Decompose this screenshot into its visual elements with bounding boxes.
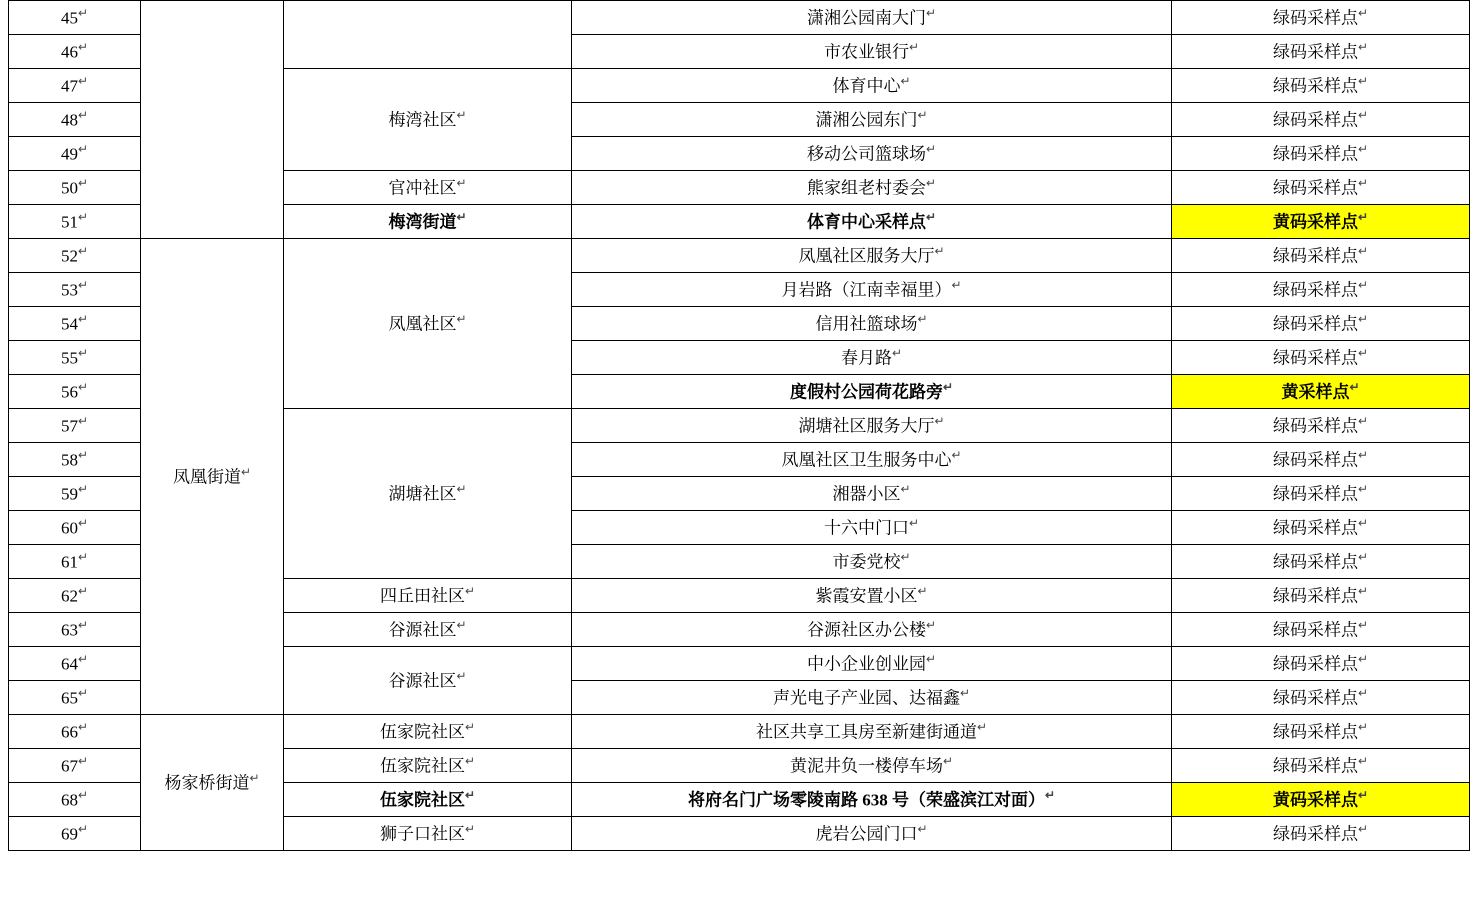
table-body <box>9 1 1470 851</box>
cell-index: 60↵ <box>9 511 141 545</box>
cell-site: 湖塘社区服务大厅↵ <box>572 409 1172 443</box>
cell-site: 潇湘公园南大门↵ <box>572 1 1172 35</box>
cell-site: 熊家组老村委会↵ <box>572 171 1172 205</box>
cell-index: 68↵ <box>9 783 141 817</box>
cell-index: 48↵ <box>9 103 141 137</box>
cell-index: 63↵ <box>9 613 141 647</box>
cell-type: 绿码采样点↵ <box>1172 579 1470 613</box>
cell-index: 53↵ <box>9 273 141 307</box>
cell-community: 梅湾街道↵ <box>284 205 572 239</box>
table-row <box>9 715 1470 749</box>
cell-site: 中小企业创业园↵ <box>572 647 1172 681</box>
cell-index: 64↵ <box>9 647 141 681</box>
cell-type: 绿码采样点↵ <box>1172 171 1470 205</box>
cell-index: 55↵ <box>9 341 141 375</box>
cell-type: 绿码采样点↵ <box>1172 239 1470 273</box>
cell-site: 谷源社区办公楼↵ <box>572 613 1172 647</box>
cell-street: 杨家桥街道↵ <box>141 715 284 851</box>
cell-index: 57↵ <box>9 409 141 443</box>
cell-type: 绿码采样点↵ <box>1172 715 1470 749</box>
cell-type: 绿码采样点↵ <box>1172 749 1470 783</box>
cell-type: 绿码采样点↵ <box>1172 511 1470 545</box>
cell-community: 湖塘社区↵ <box>284 409 572 579</box>
cell-community: 伍家院社区↵ <box>284 715 572 749</box>
cell-type: 绿码采样点↵ <box>1172 681 1470 715</box>
cell-index: 49↵ <box>9 137 141 171</box>
cell-community: 凤凰社区↵ <box>284 239 572 409</box>
cell-index: 69↵ <box>9 817 141 851</box>
cell-type: 绿码采样点↵ <box>1172 817 1470 851</box>
cell-type: 绿码采样点↵ <box>1172 69 1470 103</box>
cell-site: 体育中心采样点↵ <box>572 205 1172 239</box>
cell-index: 62↵ <box>9 579 141 613</box>
cell-site: 湘器小区↵ <box>572 477 1172 511</box>
cell-index: 56↵ <box>9 375 141 409</box>
cell-type: 绿码采样点↵ <box>1172 443 1470 477</box>
cell-community: 伍家院社区↵ <box>284 783 572 817</box>
cell-site: 虎岩公园门口↵ <box>572 817 1172 851</box>
table-row <box>9 1 1470 35</box>
cell-index: 47↵ <box>9 69 141 103</box>
cell-street: 凤凰街道↵ <box>141 239 284 715</box>
sampling-points-table <box>8 0 1470 851</box>
cell-type: 绿码采样点↵ <box>1172 545 1470 579</box>
cell-site: 移动公司篮球场↵ <box>572 137 1172 171</box>
cell-type: 绿码采样点↵ <box>1172 103 1470 137</box>
cell-index: 65↵ <box>9 681 141 715</box>
cell-index: 54↵ <box>9 307 141 341</box>
cell-type: 绿码采样点↵ <box>1172 613 1470 647</box>
cell-community <box>284 1 572 69</box>
cell-index: 67↵ <box>9 749 141 783</box>
cell-community: 狮子口社区↵ <box>284 817 572 851</box>
cell-index: 50↵ <box>9 171 141 205</box>
cell-community: 四丘田社区↵ <box>284 579 572 613</box>
cell-community: 谷源社区↵ <box>284 613 572 647</box>
cell-type: 绿码采样点↵ <box>1172 341 1470 375</box>
cell-type: 绿码采样点↵ <box>1172 477 1470 511</box>
cell-type: 绿码采样点↵ <box>1172 35 1470 69</box>
cell-community: 伍家院社区↵ <box>284 749 572 783</box>
cell-site: 声光电子产业园、达福鑫↵ <box>572 681 1172 715</box>
cell-type: 黄码采样点↵ <box>1172 205 1470 239</box>
cell-site: 月岩路（江南幸福里）↵ <box>572 273 1172 307</box>
cell-community: 官冲社区↵ <box>284 171 572 205</box>
table-row <box>9 239 1470 273</box>
cell-community: 谷源社区↵ <box>284 647 572 715</box>
cell-type: 绿码采样点↵ <box>1172 307 1470 341</box>
cell-site: 春月路↵ <box>572 341 1172 375</box>
cell-site: 凤凰社区卫生服务中心↵ <box>572 443 1172 477</box>
cell-index: 59↵ <box>9 477 141 511</box>
cell-site: 潇湘公园东门↵ <box>572 103 1172 137</box>
cell-type: 绿码采样点↵ <box>1172 273 1470 307</box>
cell-site: 信用社篮球场↵ <box>572 307 1172 341</box>
cell-index: 58↵ <box>9 443 141 477</box>
cell-type: 绿码采样点↵ <box>1172 137 1470 171</box>
cell-type: 绿码采样点↵ <box>1172 1 1470 35</box>
cell-site: 凤凰社区服务大厅↵ <box>572 239 1172 273</box>
cell-index: 66↵ <box>9 715 141 749</box>
cell-street <box>141 1 284 239</box>
cell-site: 紫霞安置小区↵ <box>572 579 1172 613</box>
cell-index: 46↵ <box>9 35 141 69</box>
cell-site: 体育中心↵ <box>572 69 1172 103</box>
cell-site: 市委党校↵ <box>572 545 1172 579</box>
cell-site: 社区共享工具房至新建街通道↵ <box>572 715 1172 749</box>
cell-type: 黄采样点↵ <box>1172 375 1470 409</box>
cell-index: 45↵ <box>9 1 141 35</box>
cell-index: 61↵ <box>9 545 141 579</box>
cell-type: 黄码采样点↵ <box>1172 783 1470 817</box>
cell-community: 梅湾社区↵ <box>284 69 572 171</box>
cell-site: 将府名门广场零陵南路 638 号（荣盛滨江对面）↵ <box>572 783 1172 817</box>
cell-site: 市农业银行↵ <box>572 35 1172 69</box>
cell-type: 绿码采样点↵ <box>1172 409 1470 443</box>
cell-type: 绿码采样点↵ <box>1172 647 1470 681</box>
cell-site: 十六中门口↵ <box>572 511 1172 545</box>
cell-site: 度假村公园荷花路旁↵ <box>572 375 1172 409</box>
cell-index: 52↵ <box>9 239 141 273</box>
cell-index: 51↵ <box>9 205 141 239</box>
cell-site: 黄泥井负一楼停车场↵ <box>572 749 1172 783</box>
